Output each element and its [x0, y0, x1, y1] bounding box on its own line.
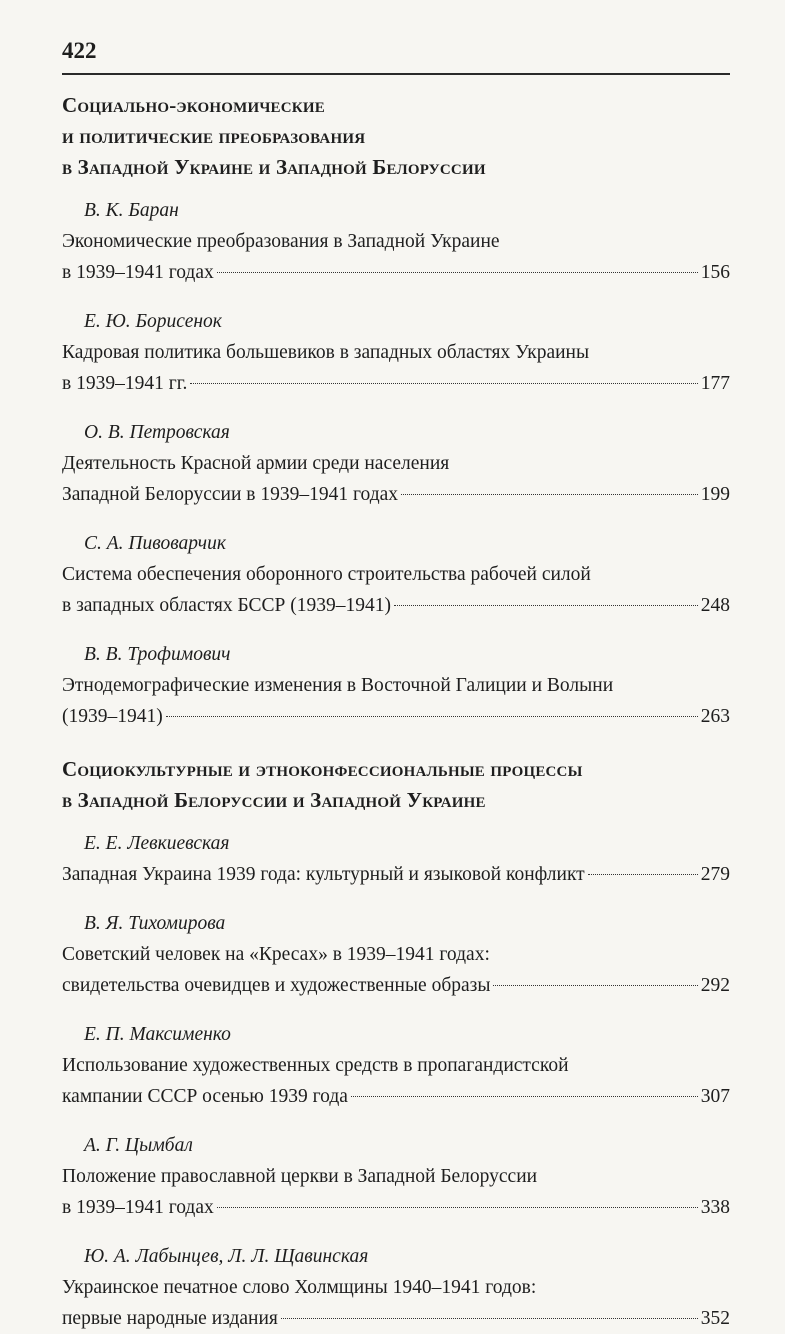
- entry-author: Е. Ю. Борисенок: [84, 311, 222, 332]
- entry-page-number: 199: [700, 484, 730, 505]
- dot-leader: [493, 985, 697, 986]
- dot-leader: [190, 383, 697, 384]
- entry-title-line: Западной Белоруссии в 1939–1941 годах: [62, 484, 399, 505]
- entry-last-line: [62, 1192, 730, 1223]
- entry-page-number: 248: [700, 595, 730, 616]
- entry-last-line: [62, 701, 730, 732]
- toc-entry: [62, 306, 730, 399]
- entry-title-line: Кадровая политика большевиков в западных областях Украины: [62, 342, 590, 363]
- entry-title-line: Положение православной церкви в Западной Белоруссии: [62, 1166, 538, 1187]
- entry-title-line: кампании СССР осенью 1939 года: [62, 1086, 348, 1107]
- entry-title-line: первые народные издания: [62, 1308, 278, 1329]
- entry-title-line: Советский человек на «Кресах» в 1939–1941 годах:: [62, 944, 490, 965]
- entry-author: В. В. Трофимович: [84, 644, 231, 665]
- entry-last-line: [62, 1081, 730, 1112]
- toc-entry: [62, 1019, 730, 1112]
- entry-author: Е. Е. Левкиевская: [84, 833, 230, 854]
- entry-last-line: [62, 970, 730, 1001]
- entry-author: Е. П. Максименко: [84, 1024, 231, 1045]
- dot-leader: [217, 1207, 698, 1208]
- header-rule: [62, 73, 730, 75]
- entry-page-number: 338: [700, 1197, 730, 1218]
- entry-last-line: [62, 479, 730, 510]
- section-title-line: Социально-экономические: [62, 93, 325, 117]
- entry-title-line: в 1939–1941 годах: [62, 1197, 214, 1218]
- dot-leader: [401, 494, 698, 495]
- section-title-line: Социокультурные и этноконфессиональные процессы: [62, 757, 583, 781]
- entry-author: Ю. А. Лабынцев, Л. Л. Щавинская: [84, 1246, 369, 1267]
- section-title: [62, 90, 730, 183]
- toc-entry: [62, 1241, 730, 1334]
- entry-last-line: [62, 257, 730, 288]
- entry-author: В. Я. Тихомирова: [84, 913, 226, 934]
- entry-title-line: Система обеспечения оборонного строительства рабочей силой: [62, 564, 591, 585]
- entry-title-line: Западная Украина 1939 года: культурный и языковой конфликт: [62, 864, 585, 885]
- entry-page-number: 279: [700, 864, 730, 885]
- entry-title-line: (1939–1941): [62, 706, 163, 727]
- dot-leader: [281, 1318, 698, 1319]
- toc-entry: [62, 908, 730, 1001]
- table-of-contents: [62, 90, 730, 1334]
- toc-entry: [62, 828, 730, 890]
- toc-section: [62, 754, 730, 1334]
- entry-title-line: в 1939–1941 гг.: [62, 373, 188, 394]
- toc-entry: [62, 1130, 730, 1223]
- toc-entry: [62, 417, 730, 510]
- toc-entry: [62, 195, 730, 288]
- dot-leader: [588, 874, 698, 875]
- toc-section: [62, 90, 730, 732]
- dot-leader: [351, 1096, 698, 1097]
- entry-author: С. А. Пивоварчик: [84, 533, 226, 554]
- entry-page-number: 352: [700, 1308, 730, 1329]
- entry-page-number: 307: [700, 1086, 730, 1107]
- dot-leader: [217, 272, 698, 273]
- section-title: [62, 754, 730, 816]
- toc-entry: [62, 639, 730, 732]
- dot-leader: [166, 716, 698, 717]
- page-number: 422: [62, 38, 97, 63]
- entry-title-line: в 1939–1941 годах: [62, 262, 214, 283]
- toc-entry: [62, 528, 730, 621]
- entry-last-line: [62, 368, 730, 399]
- entry-author: О. В. Петровская: [84, 422, 230, 443]
- entry-title-line: Использование художественных средств в пропагандистской: [62, 1055, 569, 1076]
- entry-last-line: [62, 1303, 730, 1334]
- entry-page-number: 177: [700, 373, 730, 394]
- section-title-line: и политические преобразования: [62, 124, 366, 148]
- entry-title-line: свидетельства очевидцев и художественные образы: [62, 975, 491, 996]
- dot-leader: [394, 605, 698, 606]
- entry-page-number: 263: [700, 706, 730, 727]
- entry-author: В. К. Баран: [84, 200, 179, 221]
- entry-page-number: 156: [700, 262, 730, 283]
- entry-title-line: Экономические преобразования в Западной Украине: [62, 231, 500, 252]
- section-title-line: в Западной Белоруссии и Западной Украине: [62, 788, 486, 812]
- entry-author: А. Г. Цымбал: [84, 1135, 193, 1156]
- entry-last-line: [62, 590, 730, 621]
- entry-title-line: в западных областях БССР (1939–1941): [62, 595, 391, 616]
- entry-last-line: [62, 859, 730, 890]
- entry-title-line: Украинское печатное слово Холмщины 1940–1941 годов:: [62, 1277, 537, 1298]
- entry-title-line: Этнодемографические изменения в Восточной Галиции и Волыни: [62, 675, 614, 696]
- section-title-line: в Западной Украине и Западной Белоруссии: [62, 155, 486, 179]
- entry-title-line: Деятельность Красной армии среди населения: [62, 453, 450, 474]
- entry-page-number: 292: [700, 975, 730, 996]
